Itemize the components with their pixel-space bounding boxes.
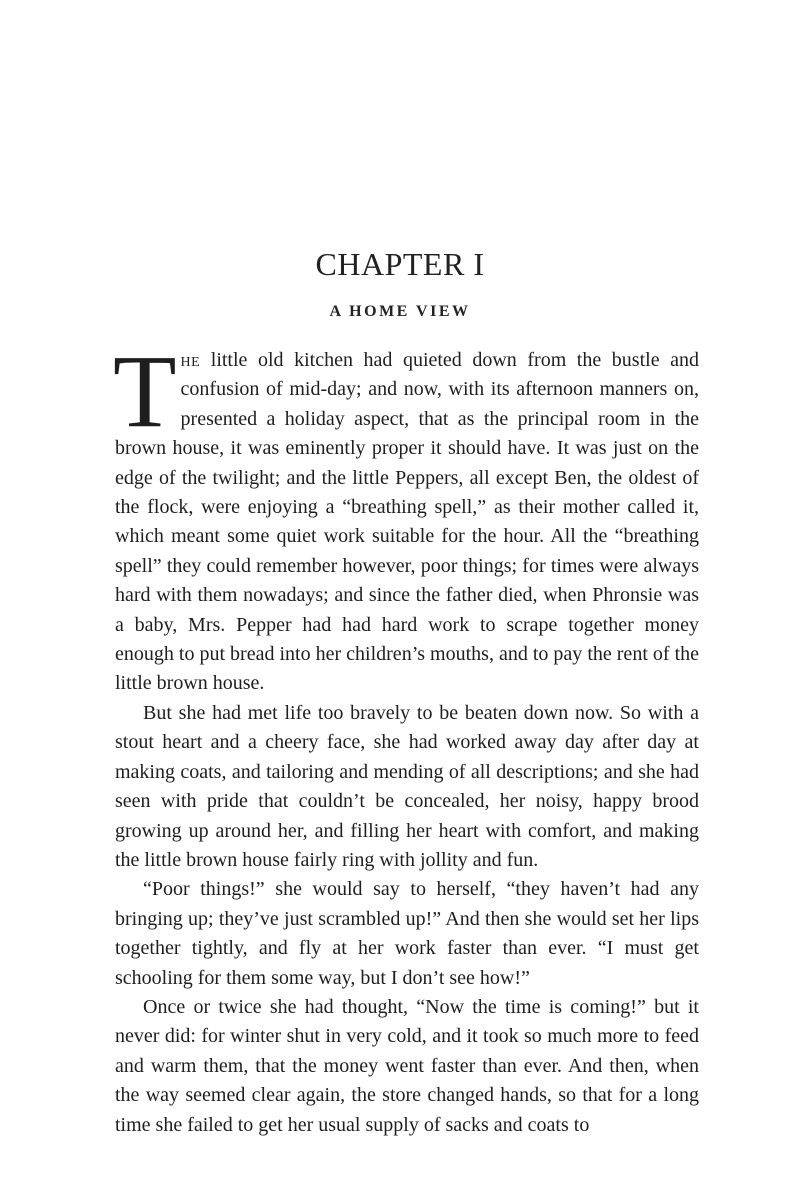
- chapter-body: [113, 334, 699, 1140]
- paragraph-1-text: little old kitchen had quieted down from the bustle and confusion of mid-day; and now, with its afternoon manners on, presented a holiday aspect, that as the principal room in the brown house, it was eminently proper it should have. It was just on the edge of the twilight; and the little Peppers, all except Ben, the oldest of the flock, were enjoying a “breathing spell,” as their mother called it, which meant some quiet work suitable for the hour. All the “breathing spell” they could remember however, poor things; for times were always hard with them nowadays; and since the father died, when Phronsie was a baby, Mrs. Pepper had had hard work to scrape together money enough to put bread into her children’s mouths, and to pay the rent of the little brown house.: [115, 349, 699, 695]
- drop-cap: T: [113, 334, 177, 449]
- opening-small-caps: he: [180, 349, 201, 371]
- paragraph-1: [113, 334, 699, 699]
- paragraph-3: “Poor things!” she would say to herself, “they haven’t had any bringing up; they’ve just scrambled up!” And then she would set her lips together tightly, and fly at her work faster than ever. “I must get schooling for them some way, but I don’t see how!”: [115, 878, 699, 989]
- chapter-title: CHAPTER I: [315, 246, 485, 282]
- paragraph-4: Once or twice she had thought, “Now the time is coming!” but it never did: for winter shut in very cold, and it took so much more to feed and warm them, that the money went faster than ever. And then, when the way seemed clear again, the store changed hands, so that for a long time she failed to get her usual supply of sacks and coats to: [115, 995, 699, 1136]
- paragraph-2: But she had met life too bravely to be beaten down now. So with a stout heart and a cheery face, she had worked away day after day at making coats, and tailoring and mending of all descriptions; and she had seen with pride that couldn’t be concealed, her noisy, happy brood growing up around her, and filling her heart with comfort, and making the little brown house fairly ring with jollity and fun.: [115, 701, 699, 871]
- chapter-subtitle: A HOME VIEW: [329, 303, 471, 320]
